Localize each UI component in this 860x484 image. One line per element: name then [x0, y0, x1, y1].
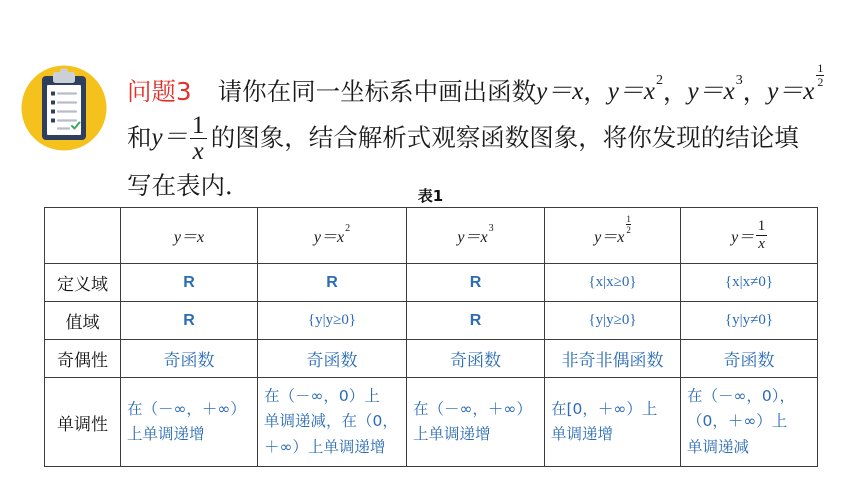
comma: ， [742, 77, 768, 106]
question-label: 问题3 [127, 77, 192, 106]
formula-text: y＝ [731, 229, 755, 246]
formula-text: y＝x [607, 78, 655, 105]
header-cube [407, 208, 545, 264]
cell-line: 单调递增 [551, 425, 614, 443]
question-line-2 [127, 108, 799, 168]
domain-cell: R [258, 264, 407, 302]
cell-line: 在（－∞，0）上 [264, 386, 380, 405]
row-label: 奇偶性 [45, 340, 121, 378]
monotonicity-cell [258, 378, 407, 467]
domain-cell: {x|x≠0} [681, 264, 818, 302]
parity-cell: 奇函数 [681, 340, 818, 378]
function-square-root [767, 60, 824, 106]
range-cell: R [121, 302, 258, 340]
exponent-fraction [816, 62, 824, 89]
fraction-denominator: x [190, 138, 207, 164]
function-square [607, 73, 663, 106]
row-parity [45, 340, 818, 378]
function-cube [687, 73, 743, 106]
fraction-numerator: 1 [757, 218, 766, 234]
range-cell: {y|y≥0} [545, 302, 681, 340]
formula-text: y＝x [536, 78, 584, 105]
monotonicity-cell [681, 378, 818, 467]
function-properties-table [44, 207, 818, 467]
formula-text: y＝x [313, 229, 345, 246]
header-linear [121, 208, 258, 264]
domain-cell: R [407, 264, 545, 302]
formula [457, 224, 493, 247]
cell-line: 单调递减，在（0， [264, 412, 398, 431]
formula [594, 214, 631, 247]
cell-line: 上单调递增 [127, 425, 205, 443]
header-square-root [545, 208, 681, 264]
row-label: 值域 [45, 302, 121, 340]
formula-exponent: 3 [488, 222, 494, 234]
header-square [258, 208, 407, 264]
table-header-row [45, 208, 818, 264]
clipboard-checklist-icon [21, 65, 107, 151]
comma: ， [663, 77, 688, 106]
monotonicity-cell [407, 378, 545, 467]
domain-cell: R [121, 264, 258, 302]
question-line-1 [127, 60, 824, 112]
formula-fraction [190, 113, 207, 164]
domain-cell: {x|x≥0} [545, 264, 681, 302]
exponent-numerator: 1 [817, 60, 824, 75]
row-range [45, 302, 818, 340]
cell-line: 在（－∞，＋∞） [413, 399, 532, 418]
formula [174, 224, 204, 247]
parity-cell: 奇函数 [258, 340, 407, 378]
table-caption: 表1 [417, 187, 444, 205]
formula-text: y＝x [687, 78, 735, 105]
cell-line: 单调递减 [687, 437, 750, 456]
header-reciprocal [681, 208, 818, 264]
cell-line: 在（－∞，＋∞） [127, 399, 246, 418]
range-cell: R [407, 302, 545, 340]
formula-exponent: 2 [656, 73, 663, 88]
cell-line: 在（－∞，0）， [687, 386, 796, 405]
question-text: 和 [127, 123, 152, 152]
formula-text: y＝x [457, 229, 488, 246]
formula-text: y＝x [594, 229, 625, 246]
formula-exponent: 2 [345, 222, 351, 234]
fraction-denominator: x [758, 236, 765, 252]
function-reciprocal [152, 113, 211, 164]
formula-exponent: 3 [735, 73, 743, 88]
monotonicity-cell [121, 378, 258, 467]
question-text: 写在表内． [127, 171, 250, 200]
row-monotonicity [45, 378, 818, 467]
monotonicity-cell [545, 378, 681, 467]
row-domain [45, 264, 818, 302]
cell-line: （0，＋∞）上 [687, 412, 788, 431]
exponent-denominator: 2 [817, 74, 824, 89]
function-linear [536, 78, 583, 106]
exponent-numerator: 1 [626, 214, 631, 224]
question-text: 请你在同一坐标系中画出函数 [217, 77, 537, 106]
cell-line: 在[0，＋∞）上 [551, 399, 658, 418]
range-cell: {y|y≥0} [258, 302, 407, 340]
formula-text: y＝ [151, 124, 188, 151]
parity-cell: 非奇非偶函数 [545, 340, 681, 378]
question-text: 的图象，结合解析式观察函数图象，将你发现的结论填 [210, 123, 799, 152]
formula [731, 218, 767, 253]
parity-cell: 奇函数 [121, 340, 258, 378]
row-label: 单调性 [45, 378, 121, 467]
cell-line: 上单调递增 [413, 425, 491, 443]
fraction-numerator: 1 [191, 111, 205, 139]
parity-cell: 奇函数 [407, 340, 545, 378]
formula-text: y＝x [767, 78, 815, 105]
range-cell: {y|y≠0} [681, 302, 818, 340]
formula [314, 224, 350, 247]
formula-text: y＝x [173, 229, 205, 246]
exponent-fraction [626, 214, 631, 235]
comma: ， [583, 77, 608, 106]
exponent-denominator: 2 [626, 225, 631, 235]
formula-fraction [756, 218, 767, 253]
row-label: 定义域 [45, 264, 121, 302]
header-corner-cell [45, 208, 121, 264]
cell-line: ＋∞）上单调递增 [264, 437, 386, 456]
